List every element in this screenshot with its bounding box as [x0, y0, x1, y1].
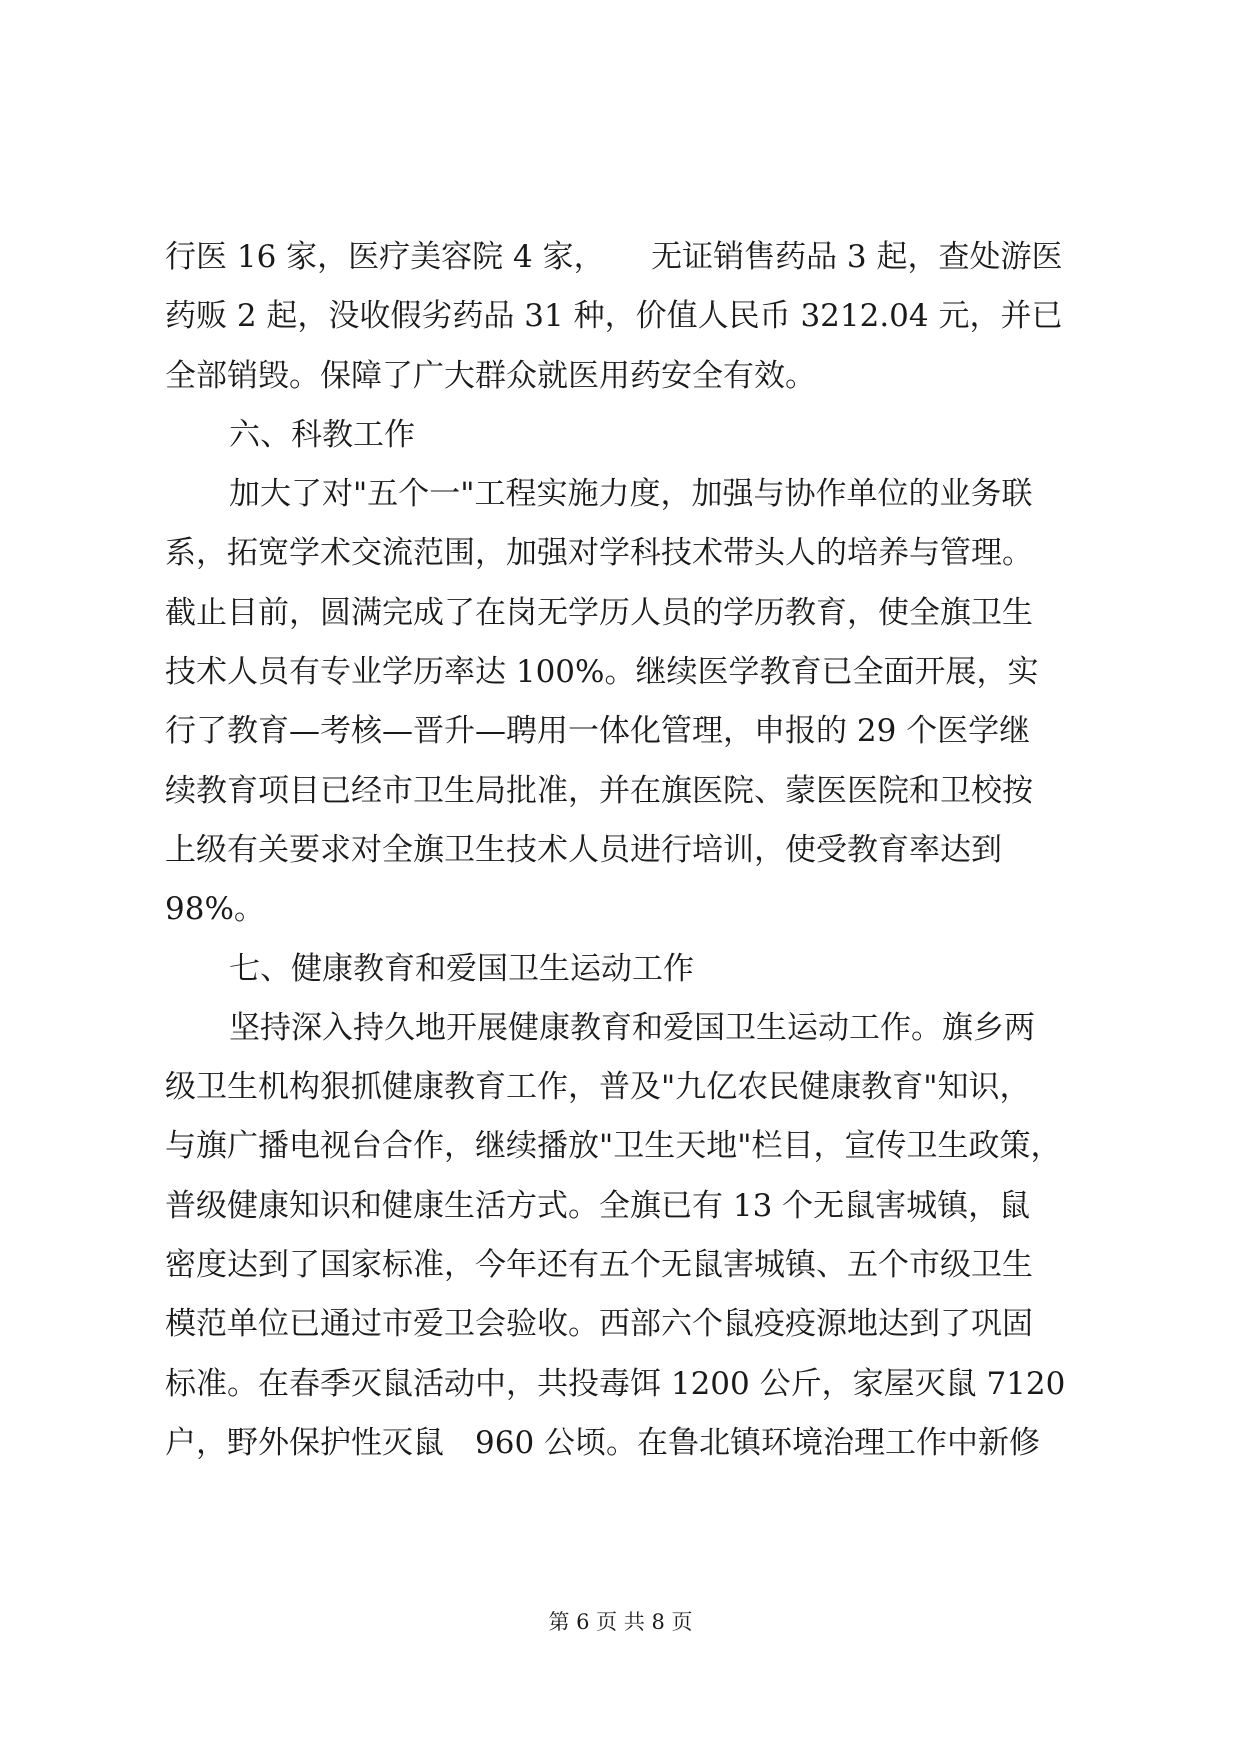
body-line: 密度达到了国家标准，今年还有五个无鼠害城镇、五个市级卫生: [165, 1247, 1033, 1284]
body-line: 药贩 2 起，没收假劣药品 31 种，价值人民币 3212.04 元，并已: [165, 298, 1063, 335]
page-number-footer: 第 6 页 共 8 页: [548, 1610, 693, 1634]
body-line: 与旗广播电视台合作，继续播放"卫生天地"栏目，宣传卫生政策，: [165, 1128, 1062, 1165]
document-body: [165, 228, 1077, 1473]
body-line: 普级健康知识和健康生活方式。全旗已有 13 个无鼠害城镇，鼠: [165, 1187, 1031, 1224]
body-line: 行了教育—考核—晋升—聘用一体化管理，申报的 29 个医学继: [165, 713, 1031, 750]
body-line: 模范单位已通过市爱卫会验收。西部六个鼠疫疫源地达到了巩固: [165, 1306, 1033, 1343]
body-line: 户，野外保护性灭鼠 960 公顷。在鲁北镇环境治理工作中新修: [165, 1424, 1041, 1461]
body-line: 技术人员有专业学历率达 100%。继续医学教育已全面开展，实: [165, 654, 1039, 691]
body-line: 级卫生机构狠抓健康教育工作，普及"九亿农民健康教育"知识，: [165, 1069, 1031, 1106]
body-line: 行医 16 家，医疗美容院 4 家， 无证销售药品 3 起，查处游医: [165, 239, 1063, 275]
body-line: 坚持深入持久地开展健康教育和爱国卫生运动工作。旗乡两: [229, 1009, 1035, 1046]
body-line: 标准。在春季灭鼠活动中，共投毒饵 1200 公斤，家屋灭鼠 7120: [165, 1365, 1066, 1402]
section-heading-science-education: 六、科教工作: [229, 416, 415, 453]
body-line: 98%。: [165, 891, 265, 928]
body-line: 加大了对"五个一"工程实施力度，加强与协作单位的业务联: [229, 476, 1033, 513]
body-line: 上级有关要求对全旗卫生技术人员进行培训，使受教育率达到: [165, 831, 1002, 868]
section-heading-health-education: 七、健康教育和爱国卫生运动工作: [229, 950, 694, 987]
body-line: 系，拓宽学术交流范围，加强对学科技术带头人的培养与管理。: [165, 535, 1033, 572]
body-line: 续教育项目已经市卫生局批准，并在旗医院、蒙医医院和卫校按: [165, 772, 1033, 809]
body-line: 截止目前，圆满完成了在岗无学历人员的学历教育，使全旗卫生: [165, 594, 1033, 631]
body-line: 全部销毁。保障了广大群众就医用药安全有效。: [165, 357, 816, 394]
